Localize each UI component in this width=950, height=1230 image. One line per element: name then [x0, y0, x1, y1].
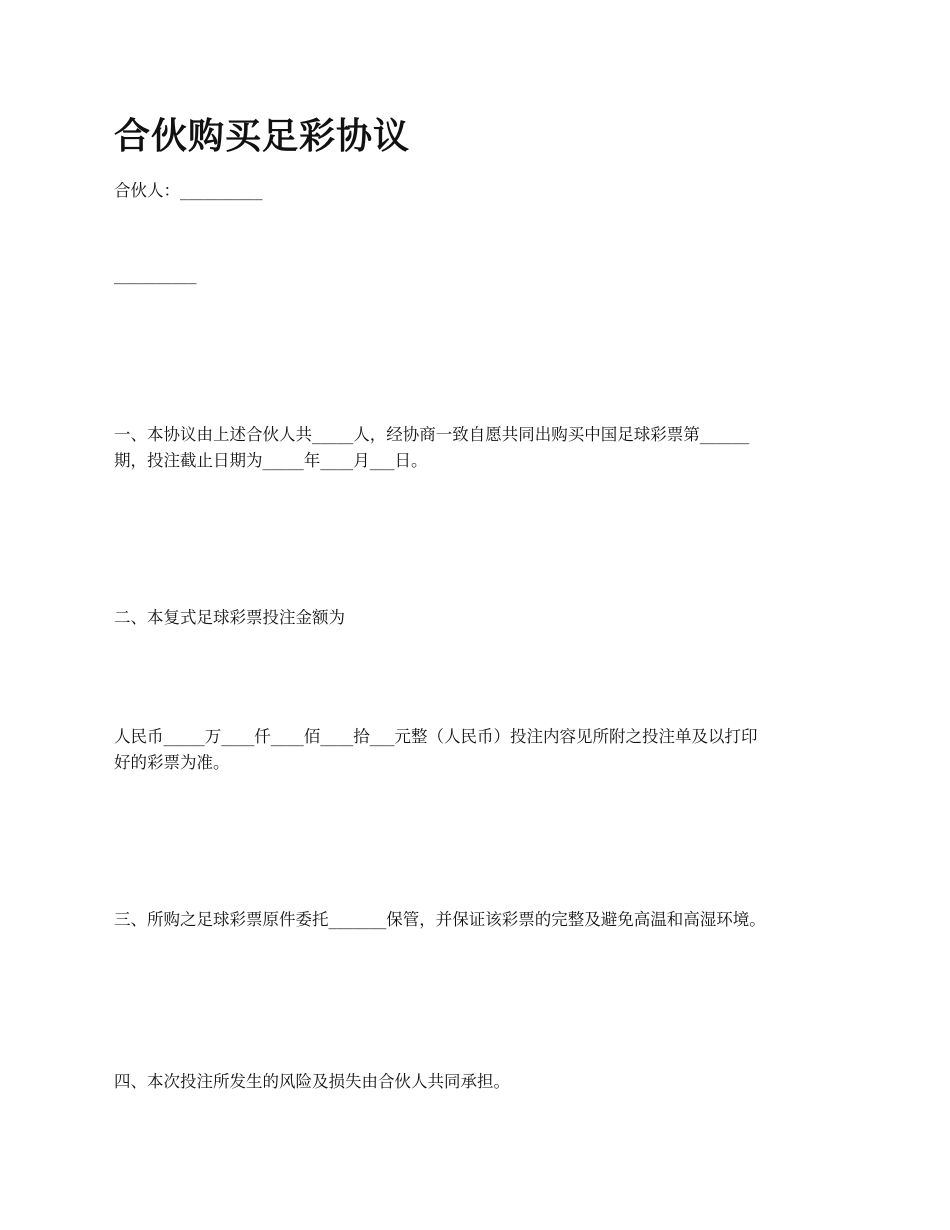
clause-1 — [114, 422, 844, 474]
partner-line: 合伙人：__________ — [114, 181, 263, 200]
clause-4: 四、本次投注所发生的风险及损失由合伙人共同承担。 — [114, 1072, 510, 1091]
blank-line: __________ — [114, 265, 197, 284]
clause-3: 三、所购之足球彩票原件委托_______保管，并保证该彩票的完整及避免高温和高湿环境。 — [114, 910, 766, 929]
document-title: 合伙购买足彩协议 — [114, 115, 411, 157]
amount-line-2: 好的彩票为准。 — [114, 753, 230, 772]
amount-paragraph — [114, 724, 844, 776]
clause-1-line-2: 期，投注截止日期为_____年____月___日。 — [114, 451, 428, 470]
clause-2: 二、本复式足球彩票投注金额为 — [114, 608, 345, 627]
clause-1-line-1: 一、本协议由上述合伙人共_____人，经协商一致自愿共同出购买中国足球彩票第______ — [114, 425, 750, 444]
amount-line-1: 人民币_____万____仟____佰____拾___元整（人民币）投注内容见所附之投注单及以打印 — [114, 727, 758, 746]
